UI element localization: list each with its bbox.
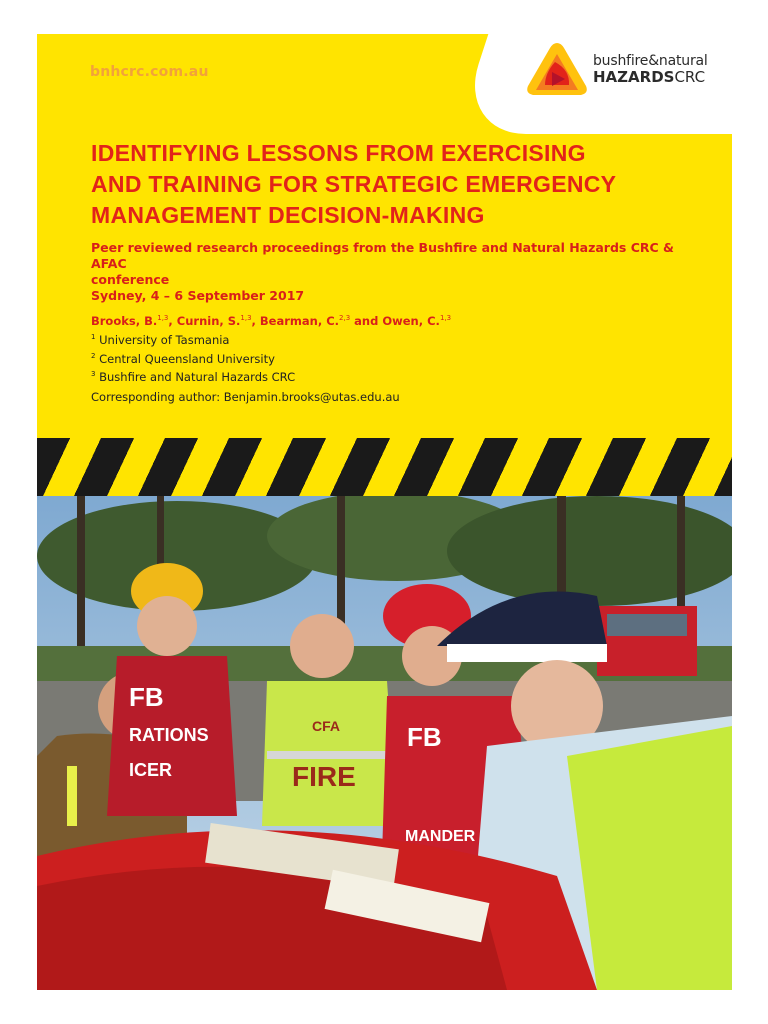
flame-triangle-icon: [525, 40, 589, 98]
report-cover: [37, 34, 732, 990]
title-line: MANAGEMENT DECISION-MAKING: [91, 202, 485, 228]
affiliation-text: Central Queensland University: [99, 351, 275, 366]
vest-label: ICER: [129, 760, 173, 780]
vest-label: RATIONS: [129, 725, 209, 745]
author-separator: ,: [251, 313, 260, 328]
author-separator: ,: [168, 313, 177, 328]
subtitle-line: Peer reviewed research proceedings from the Bushfire and Natural Hazards CRC & AFAC: [91, 240, 674, 271]
affiliation-number: 2: [91, 351, 96, 360]
author-block: [91, 310, 691, 385]
firefighters-briefing-illustration: [37, 496, 732, 990]
title-line: IDENTIFYING LESSONS FROM EXERCISING: [91, 140, 586, 166]
title-line: AND TRAINING FOR STRATEGIC EMERGENCY: [91, 171, 617, 197]
author-list: [91, 310, 691, 329]
vest-label: MANDER: [405, 828, 476, 845]
affiliation-text: Bushfire and Natural Hazards CRC: [99, 370, 296, 385]
affiliation-item: [91, 366, 691, 385]
subtitle-line: Sydney, 4 – 6 September 2017: [91, 288, 305, 303]
hazard-stripes: [37, 438, 732, 496]
affiliation-item: [91, 348, 691, 367]
author-affiliation-marker: 2,3: [339, 314, 351, 322]
website-url[interactable]: bnhcrc.com.au: [90, 64, 209, 80]
author-name: Bearman, C.: [259, 313, 340, 328]
logo-line-hazards: [593, 70, 708, 85]
affiliation-item: [91, 329, 691, 348]
report-title: [91, 138, 711, 231]
logo-line-bushfire: bushfire&natural: [593, 53, 708, 69]
affiliation-number: 1: [91, 332, 96, 341]
cover-photo: [37, 496, 732, 990]
report-subtitle: [91, 240, 711, 304]
author-affiliation-marker: 1,3: [240, 314, 252, 322]
author-name: Curnin, S.: [176, 313, 241, 328]
author-affiliation-marker: 1,3: [157, 314, 169, 322]
corresponding-author[interactable]: Corresponding author: Benjamin.brooks@utas.edu.au: [91, 390, 400, 404]
vest-label: CFA: [312, 718, 340, 734]
vest-label: FIRE: [292, 761, 356, 792]
author-name: Owen, C.: [382, 313, 440, 328]
crc-logo: [525, 40, 725, 100]
author-affiliation-marker: 1,3: [439, 314, 452, 322]
logo-wordmark: [593, 54, 708, 85]
affiliation-text: University of Tasmania: [99, 332, 230, 347]
vest-label: FB: [129, 682, 164, 712]
author-separator: and: [350, 313, 383, 328]
logo-hazards: HAZARDS: [593, 68, 675, 86]
logo-crc: CRC: [674, 68, 706, 86]
subtitle-line: conference: [91, 272, 170, 287]
author-name: Brooks, B.: [91, 313, 158, 328]
affiliation-number: 3: [91, 370, 96, 379]
vest-label: FB: [407, 722, 442, 752]
